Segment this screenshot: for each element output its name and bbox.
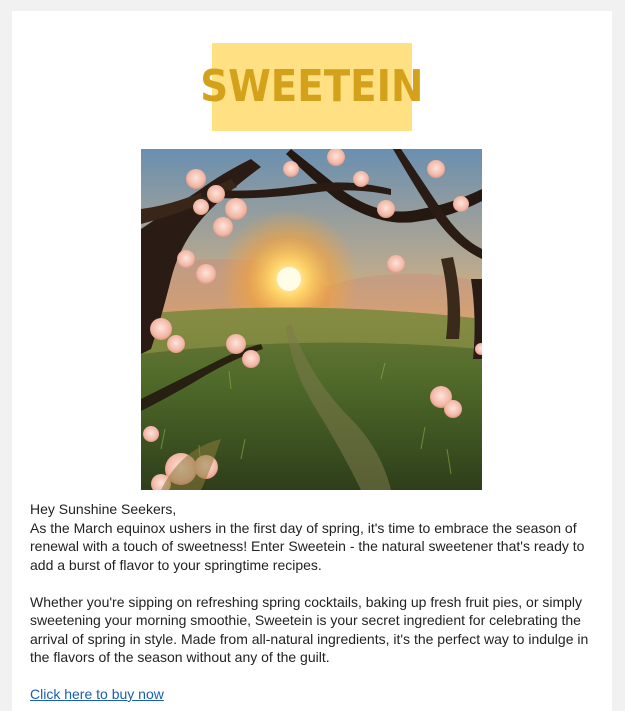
hero-image	[141, 149, 482, 490]
email-body	[30, 500, 605, 704]
details-paragraph: Whether you're sipping on refreshing spring cocktails, baking up fresh fruit pies, or simply sweetening your morning smoothie, Sweetein is your secret ingredient for celebrating the arrival of spring in style. Made from all-natural ingredients, it's the perfect way to indulge in the flavors of the season without any of the guilt.	[30, 593, 589, 665]
email-card	[12, 11, 612, 711]
spring-sunset-photo-icon	[141, 149, 482, 490]
greeting-text: Hey Sunshine Seekers,	[30, 501, 177, 517]
brand-logo	[200, 43, 424, 131]
brand-logo-text: SWEETEIN	[200, 61, 424, 112]
buy-now-link[interactable]: Click here to buy now	[30, 686, 164, 702]
intro-paragraph: As the March equinox ushers in the first day of spring, it's time to embrace the season of renewal with a touch of sweetness! Enter Sweetein - the natural sweetener that's ready to add a burst of flavor to your springtime recipes.	[30, 519, 585, 573]
